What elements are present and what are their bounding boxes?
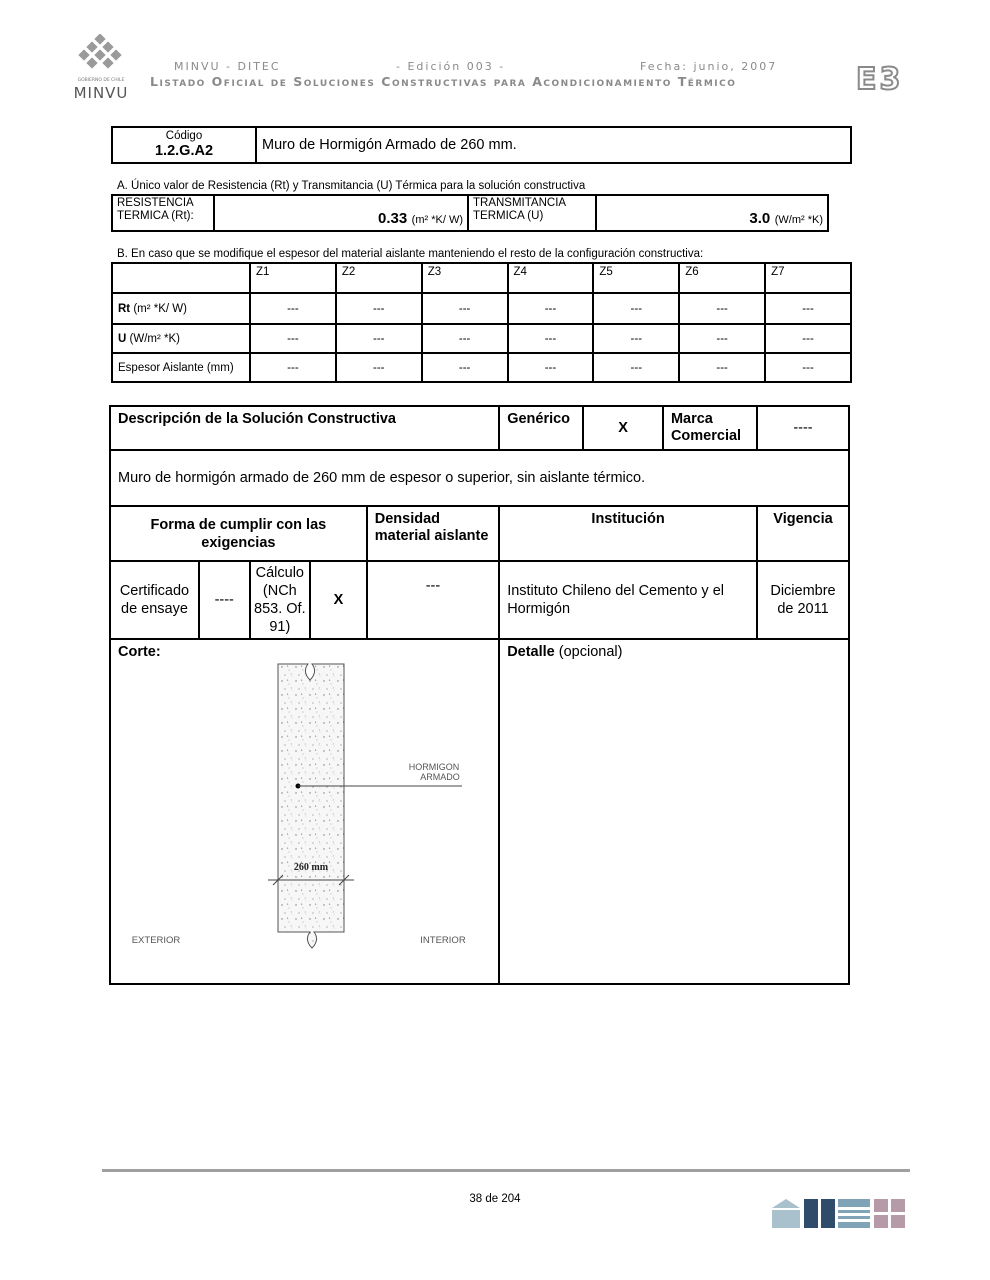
footer-cross-icon (874, 1199, 905, 1228)
u-value: 3.0 (749, 210, 771, 227)
header-org: MINVU - DITEC (174, 60, 281, 73)
calc-label: Cálculo (NCh 853. Of. 91) (250, 561, 311, 639)
code-table (111, 126, 852, 164)
empty-corner-cell (112, 263, 250, 293)
brand-label: Marca Comercial (663, 406, 757, 450)
col-z1: Z1 (250, 263, 336, 293)
u-value-cell (596, 195, 828, 231)
cell: --- (765, 293, 851, 324)
row-label-rt: Rt (m² *K/ W) (112, 293, 250, 324)
logo-subtext: GOBIERNO DE CHILE (77, 78, 125, 83)
table-row (112, 353, 851, 382)
u-label-2: TERMICA (U) (473, 210, 544, 222)
cell: --- (765, 324, 851, 353)
header-edition: - Edición 003 - (396, 60, 506, 73)
rt-label-1: RESISTENCIA (117, 197, 194, 209)
section-b-table (111, 262, 852, 383)
brand-value: ---- (757, 406, 849, 450)
logo-text: MINVU (73, 84, 129, 102)
cell: --- (250, 324, 336, 353)
logo (68, 34, 134, 102)
thickness-label: 260 mm (293, 862, 329, 873)
section-a-caption: A. Único valor de Resistencia (Rt) y Transmitancia (U) Térmica para la solución constructiva (117, 180, 586, 192)
compliance-header: Forma de cumplir con las exigencias (110, 506, 367, 561)
desc-header: Descripción de la Solución Constructiva (110, 406, 499, 450)
certificate-label: Certificado de ensaye (110, 561, 199, 639)
rt-value-cell (214, 195, 468, 231)
section-a-table (111, 194, 829, 232)
cell: --- (250, 293, 336, 324)
footer-house-icon (772, 1199, 800, 1228)
u-label-1: TRANSMITANCIA (473, 197, 567, 209)
col-z4: Z4 (508, 263, 594, 293)
concrete-wall (278, 664, 344, 948)
u-unit: (W/m² *K) (774, 214, 823, 226)
footer-divider (102, 1169, 910, 1172)
section-code: E3 (856, 62, 904, 97)
exterior-label: EXTERIOR (131, 935, 181, 946)
cell: --- (508, 353, 594, 382)
calc-mark: X (310, 561, 367, 639)
rt-value: 0.33 (378, 210, 408, 227)
footer-logo-icon (770, 1197, 908, 1229)
validity-value: Diciembre de 2011 (757, 561, 849, 639)
page-number: 38 de 204 (469, 1193, 521, 1205)
detail-label: Detalle (507, 644, 555, 660)
cell: --- (250, 353, 336, 382)
logo-emblem-icon (68, 34, 134, 74)
col-z5: Z5 (593, 263, 679, 293)
cell: --- (593, 353, 679, 382)
col-z7: Z7 (765, 263, 851, 293)
col-z6: Z6 (679, 263, 765, 293)
cell: --- (336, 324, 422, 353)
interior-label: INTERIOR (420, 935, 466, 946)
table-row (112, 293, 851, 324)
cell: --- (765, 353, 851, 382)
u-label-cell (468, 195, 596, 231)
cell: --- (336, 293, 422, 324)
certificate-value: ---- (199, 561, 250, 639)
col-z3: Z3 (422, 263, 508, 293)
cell: --- (679, 293, 765, 324)
detail-optional: (opcional) (554, 644, 623, 660)
institution-value: Instituto Chileno del Cemento y el Hormigón (499, 561, 757, 639)
cell: --- (508, 293, 594, 324)
table-row (112, 324, 851, 353)
cell: --- (593, 324, 679, 353)
density-value: --- (367, 561, 499, 639)
code-cell (112, 127, 256, 163)
footer-bars-icon (804, 1199, 835, 1228)
solution-description: Muro de hormigón armado de 260 mm de espesor o superior, sin aislante térmico. (110, 450, 849, 506)
cell: --- (593, 293, 679, 324)
rt-label-cell (112, 195, 214, 231)
col-z2: Z2 (336, 263, 422, 293)
header-date: Fecha: junio, 2007 (640, 60, 778, 73)
material-label-1: HORMIGON (408, 762, 460, 772)
cell: --- (422, 293, 508, 324)
section-label: Corte: (118, 644, 161, 660)
cell: --- (336, 353, 422, 382)
generic-mark: X (583, 406, 663, 450)
rt-unit: (m² *K/ W) (411, 214, 463, 226)
cell: --- (679, 353, 765, 382)
footer-lines-icon (838, 1199, 870, 1228)
generic-label: Genérico (499, 406, 583, 450)
institution-header: Institución (499, 506, 757, 561)
cell: --- (422, 324, 508, 353)
row-label-thickness: Espesor Aislante (mm) (112, 353, 250, 382)
material-label-2: ARMADO (420, 772, 460, 782)
cell: --- (422, 353, 508, 382)
wall-section-drawing (112, 650, 496, 968)
detail-cell (499, 639, 849, 984)
cell: --- (679, 324, 765, 353)
cell: --- (508, 324, 594, 353)
solution-title: Muro de Hormigón Armado de 260 mm. (256, 127, 851, 163)
density-header: Densidad material aislante (367, 506, 499, 561)
rt-label-2: TERMICA (Rt): (117, 210, 194, 222)
section-b-caption: B. En caso que se modifique el espesor del material aislante manteniendo el resto de la configuración constructiva: (117, 248, 704, 260)
row-label-u: U (W/m² *K) (112, 324, 250, 353)
code-label: Código (165, 130, 203, 142)
header-title: Listado Oficial de Soluciones Constructivas para Acondicionamiento Térmico (150, 74, 737, 89)
validity-header: Vigencia (757, 506, 849, 561)
solution-code: 1.2.G.A2 (154, 143, 214, 159)
